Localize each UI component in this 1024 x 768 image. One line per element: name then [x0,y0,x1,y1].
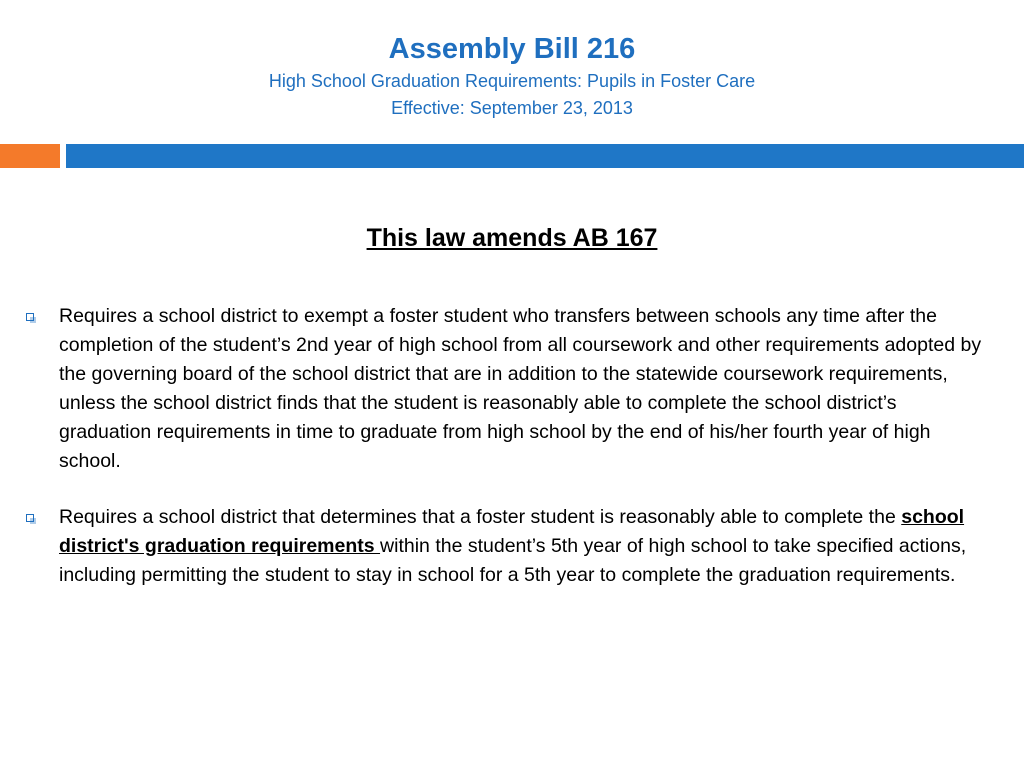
emphasis-link-text: school district's graduation requirements [59,506,965,557]
section-heading [0,224,1024,253]
slide-subtitle: High School Graduation Requirements: Pupils in Foster Care [268,71,756,91]
bullet-item-2 [26,503,994,590]
slide-header [0,30,1024,122]
square-bullet-icon [26,514,34,522]
bullet-item-1 [26,302,994,476]
effective-date: Effective: September 23, 2013 [391,98,633,118]
section-heading-text: This law amends AB 167 [366,224,658,252]
slide-title: Assembly Bill 216 [388,33,636,65]
bullet-text-1: Requires a school district to exempt a foster student who transfers between schools any time after the completion of the student’s 2nd year of high school from all coursework and other requirements adopted by the governing board of the school district that are in addition to the statewide coursework requirements, unless the school district finds that the student is reasonably able to complete the school district’s graduation requirements in time to graduate from high school by the end of his/her fourth year of high school. [59,305,982,472]
orange-accent-bar [0,144,60,168]
square-bullet-icon [26,313,34,321]
bullet-list [26,302,994,617]
bullet-text-2-start: Requires a school district that determines that a foster student is reasonably able to complete the [59,506,902,528]
bullet-text-2-end: within the student’s 5th year of high school to take specified actions, including permitting the student to stay in school for a 5th year to complete the graduation requirements. [59,535,967,586]
blue-divider-bar [66,144,1024,168]
bullet-text-2 [59,503,994,590]
